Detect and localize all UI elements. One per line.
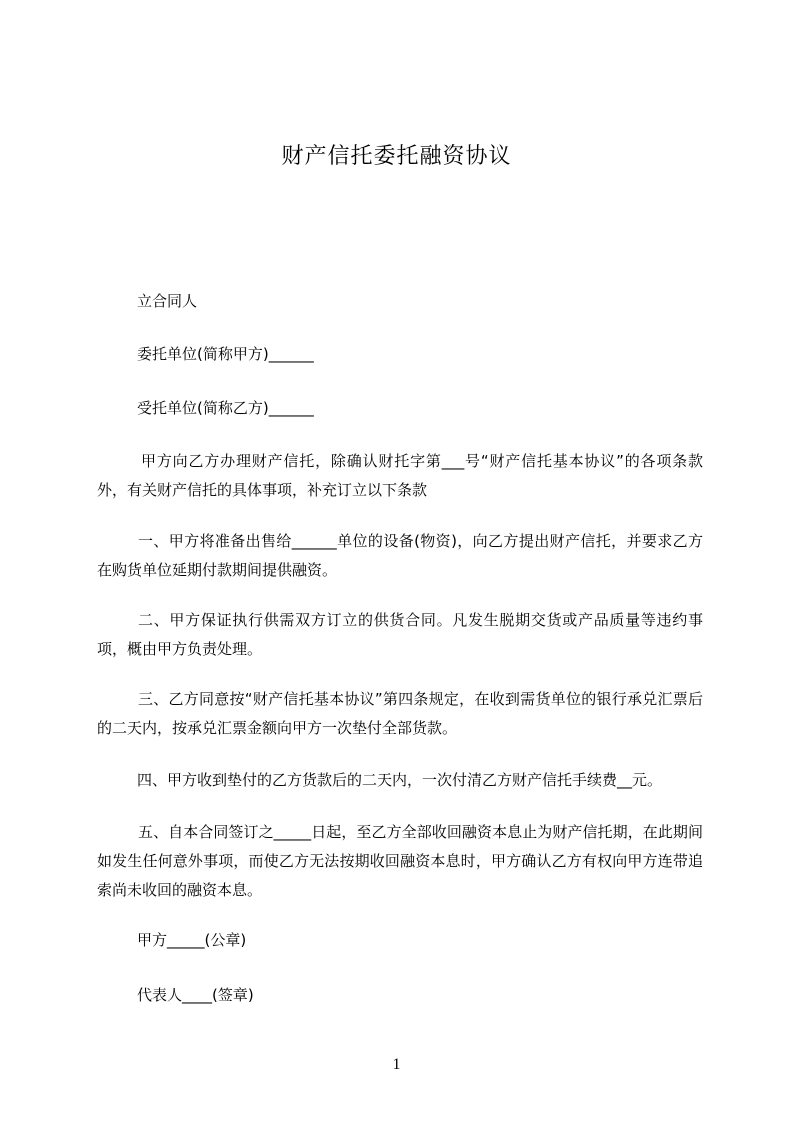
clause-4: 四、甲方收到垫付的乙方货款后的二天内，一次付清乙方财产信托手续费__元。 — [137, 771, 663, 789]
preamble-paragraph: 甲方向乙方办理财产信托，除确认财托字第___号“财产信托基本协议”的各项条款外，有关财产信托的具体事项，补充订立以下条款 — [97, 452, 703, 499]
party-b-line: 受托单位(简称乙方)______ — [137, 399, 314, 417]
clause-1: 一、甲方将准备出售给______单位的设备(物资)，向乙方提出财产信托，并要求乙方在购货单位延期付款期间提供融资。 — [97, 532, 703, 579]
clause-5: 五、自本合同签订之_____日起，至乙方全部收回融资本息止为财产信托期，在此期间如发生任何意外事项，而使乙方无法按期收回融资本息时，甲方确认乙方有权向甲方连带追索尚未收回的融资本息。 — [97, 823, 703, 899]
parties-heading: 立合同人 — [137, 292, 198, 310]
document-title: 财产信托委托融资协议 — [281, 144, 512, 169]
page-number: 1 — [392, 1056, 401, 1073]
clause-3: 三、乙方同意按“财产信托基本协议”第四条规定，在收到需货单位的银行承兑汇票后的二天内，按承兑汇票金额向甲方一次垫付全部货款。 — [97, 690, 703, 737]
clause-2: 二、甲方保证执行供需双方订立的供货合同。凡发生脱期交货或产品质量等违约事项，概由甲方负责处理。 — [97, 611, 703, 658]
party-a-line: 委托单位(简称甲方)______ — [137, 345, 314, 363]
party-a-seal-line: 甲方_____(公章) — [137, 931, 247, 949]
representative-signature-line: 代表人____(签章) — [137, 986, 254, 1004]
